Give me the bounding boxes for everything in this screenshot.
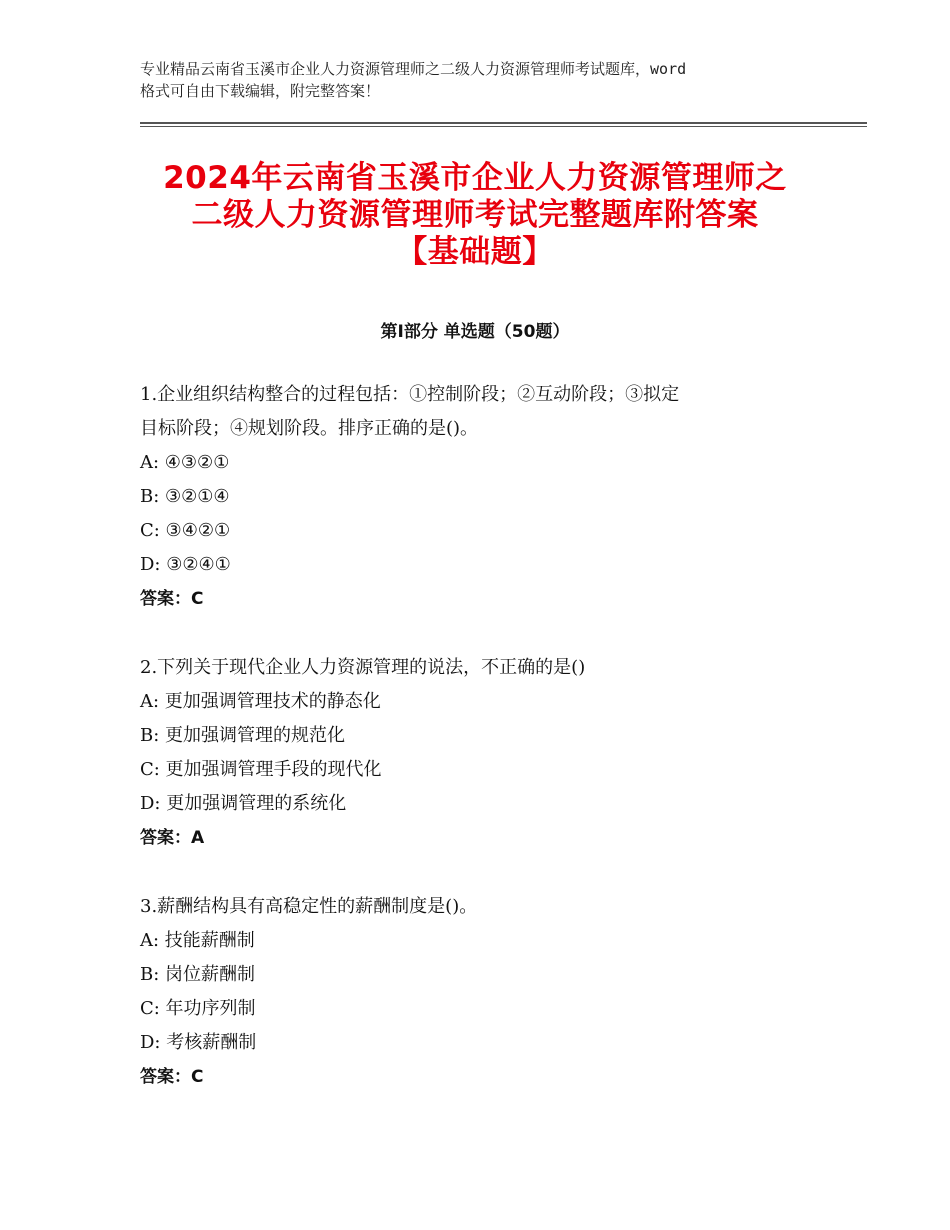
question-3-option-b: B: 岗位薪酬制 (140, 964, 256, 985)
question-2-option-b: B: 更加强调管理的规范化 (140, 725, 346, 746)
question-3-text-line-1: 3.薪酬结构具有高稳定性的薪酬制度是()。 (140, 896, 478, 917)
question-2-option-d: D: 更加强调管理的系统化 (140, 793, 347, 814)
question-3 (140, 890, 820, 1094)
header-note-line-1: 专业精品云南省玉溪市企业人力资源管理师之二级人力资源管理师考试题库，word (140, 60, 687, 78)
question-1 (140, 378, 820, 616)
question-3-answer: 答案：C (140, 1067, 204, 1087)
document-title (100, 160, 850, 271)
header-note-line-2: 格式可自由下载编辑，附完整答案！ (140, 82, 381, 100)
question-1-option-c: C: ③④②① (140, 520, 231, 541)
header-divider (140, 122, 867, 124)
question-1-answer: 答案：C (140, 589, 204, 609)
question-3-option-c: C: 年功序列制 (140, 998, 256, 1019)
question-1-text-line-1: 1.企业组织结构整合的过程包括：①控制阶段；②互动阶段；③拟定 (140, 384, 680, 405)
title-line-3: 【基础题】 (396, 234, 554, 270)
question-2-option-a: A: 更加强调管理技术的静态化 (140, 691, 381, 712)
question-2-answer: 答案：A (140, 828, 205, 848)
title-line-1: 2024年云南省玉溪市企业人力资源管理师之 (163, 160, 787, 196)
question-1-option-d: D: ③②④① (140, 554, 231, 575)
question-2-text-line-1: 2.下列关于现代企业人力资源管理的说法，不正确的是() (140, 657, 586, 678)
question-1-option-a: A: ④③②① (140, 452, 230, 473)
title-line-2: 二级人力资源管理师考试完整题库附答案 (191, 197, 759, 233)
question-3-option-d: D: 考核薪酬制 (140, 1032, 257, 1053)
header-divider-thin (140, 126, 867, 127)
question-2-option-c: C: 更加强调管理手段的现代化 (140, 759, 382, 780)
question-1-option-b: B: ③②①④ (140, 486, 230, 507)
question-2 (140, 651, 820, 855)
question-1-text-line-2: 目标阶段；④规划阶段。排序正确的是()。 (140, 418, 479, 439)
question-3-option-a: A: 技能薪酬制 (140, 930, 255, 951)
section-heading: 第Ⅰ部分 单选题（50题） (380, 322, 570, 342)
document-header-note (140, 58, 820, 102)
